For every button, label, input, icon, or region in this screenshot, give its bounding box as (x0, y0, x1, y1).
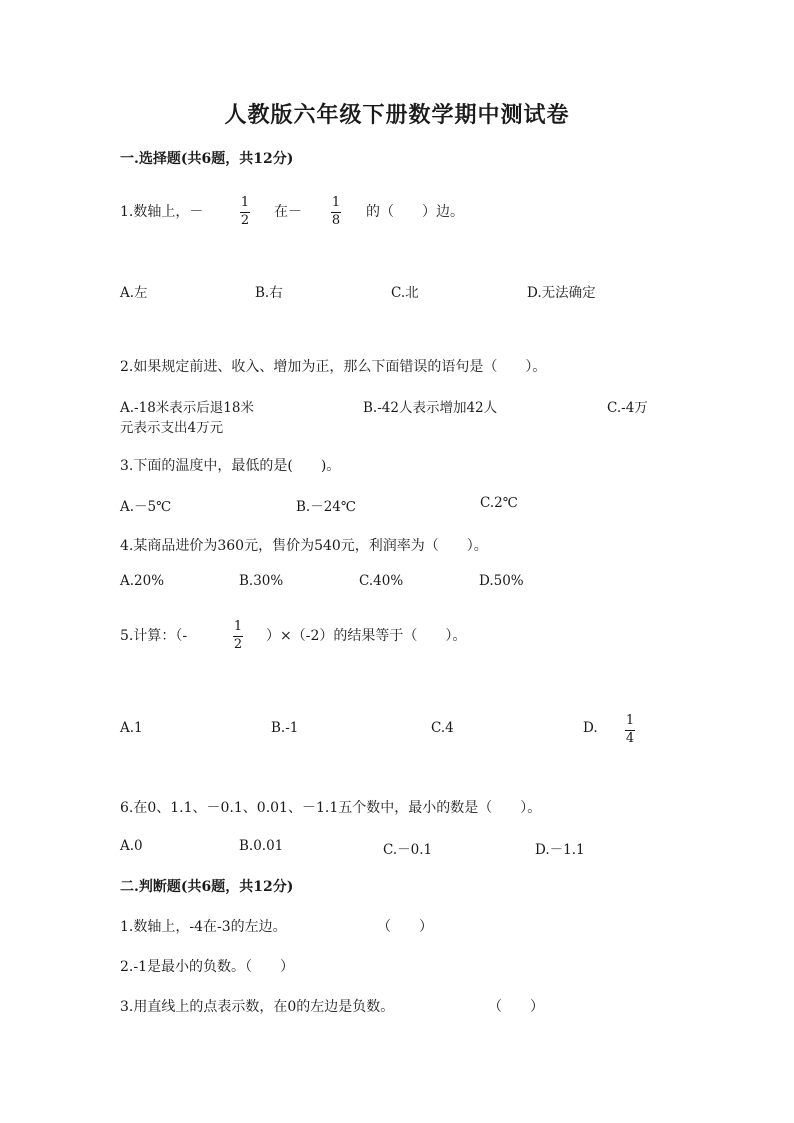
question-6-text: 6.在0、1.1、－0.1、0.01、－1.1五个数中，最小的数是（ ）。 (120, 800, 542, 816)
fraction-one-quarter (625, 714, 635, 746)
q4-option-a[interactable]: A.20% (120, 573, 165, 589)
section-heading-choice: 一.选择题(共6题，共12分) (120, 151, 294, 167)
q4-option-c[interactable]: C.40% (359, 573, 404, 589)
q2-option-a[interactable]: A.-18米表示后退18米 (120, 400, 254, 416)
q1-option-c[interactable]: C.北 (391, 285, 419, 301)
q6-option-a[interactable]: A.0 (120, 838, 143, 854)
question-4-text: 4.某商品进价为360元，售价为540元，利润率为（ ）。 (120, 538, 488, 554)
q1-option-a[interactable]: A.左 (120, 285, 148, 301)
q5-option-b[interactable]: B.-1 (271, 720, 299, 736)
fraction-numerator: 1 (331, 195, 341, 210)
question-5-text-part1: 5.计算：（- (120, 628, 188, 644)
judgment-1-answer-blank[interactable]: （ ） (377, 919, 433, 935)
fraction-one-half (233, 620, 243, 652)
question-2-text: 2.如果规定前进、收入、增加为正，那么下面错误的语句是（ ）。 (120, 359, 547, 375)
judgment-3-answer-blank[interactable]: （ ） (488, 999, 544, 1015)
fraction-one-eighth (331, 196, 341, 228)
question-1-text-part3: 的（ ）边。 (366, 204, 464, 220)
question-1-text-part1: 1.数轴上，－ (120, 204, 204, 220)
question-3-text: 3.下面的温度中，最低的是( )。 (120, 458, 341, 474)
fraction-denominator: 2 (233, 637, 243, 652)
q2-option-c-continued[interactable]: 元表示支出4万元 (120, 420, 224, 436)
question-5-text-part2: ）×（-2）的结果等于（ ）。 (266, 628, 467, 644)
judgment-1-text: 1.数轴上，-4在-3的左边。 (120, 919, 287, 935)
question-1-text-part2: 在－ (274, 204, 302, 220)
q5-option-c[interactable]: C.4 (431, 720, 454, 736)
section-heading-judgment: 二.判断题(共6题，共12分) (120, 879, 294, 895)
fraction-denominator: 2 (240, 213, 250, 228)
q4-option-d[interactable]: D.50% (479, 573, 524, 589)
q3-option-b[interactable]: B.－24℃ (296, 499, 356, 515)
q1-option-b[interactable]: B.右 (255, 285, 283, 301)
q2-option-c[interactable]: C.-4万 (607, 400, 648, 416)
q5-option-d[interactable]: D. (583, 720, 598, 736)
q3-option-c[interactable]: C.2℃ (480, 495, 518, 511)
fraction-denominator: 4 (625, 731, 635, 746)
judgment-2-text: 2.-1是最小的负数。（ ） (120, 959, 294, 975)
q2-option-b[interactable]: B.-42人表示增加42人 (363, 400, 498, 416)
q4-option-b[interactable]: B.30% (239, 573, 284, 589)
page-title: 人教版六年级下册数学期中测试卷 (224, 102, 570, 128)
q5-option-a[interactable]: A.1 (120, 720, 143, 736)
fraction-denominator: 8 (331, 213, 341, 228)
judgment-3-text: 3.用直线上的点表示数，在0的左边是负数。 (120, 999, 395, 1015)
q6-option-c[interactable]: C.－0.1 (383, 842, 433, 858)
fraction-numerator: 1 (233, 619, 243, 634)
q6-option-b[interactable]: B.0.01 (239, 838, 284, 854)
fraction-numerator: 1 (625, 713, 635, 728)
fraction-one-half (240, 196, 250, 228)
fraction-numerator: 1 (240, 195, 250, 210)
q6-option-d[interactable]: D.－1.1 (535, 842, 585, 858)
q1-option-d[interactable]: D.无法确定 (527, 285, 596, 301)
q3-option-a[interactable]: A.－5℃ (120, 499, 172, 515)
